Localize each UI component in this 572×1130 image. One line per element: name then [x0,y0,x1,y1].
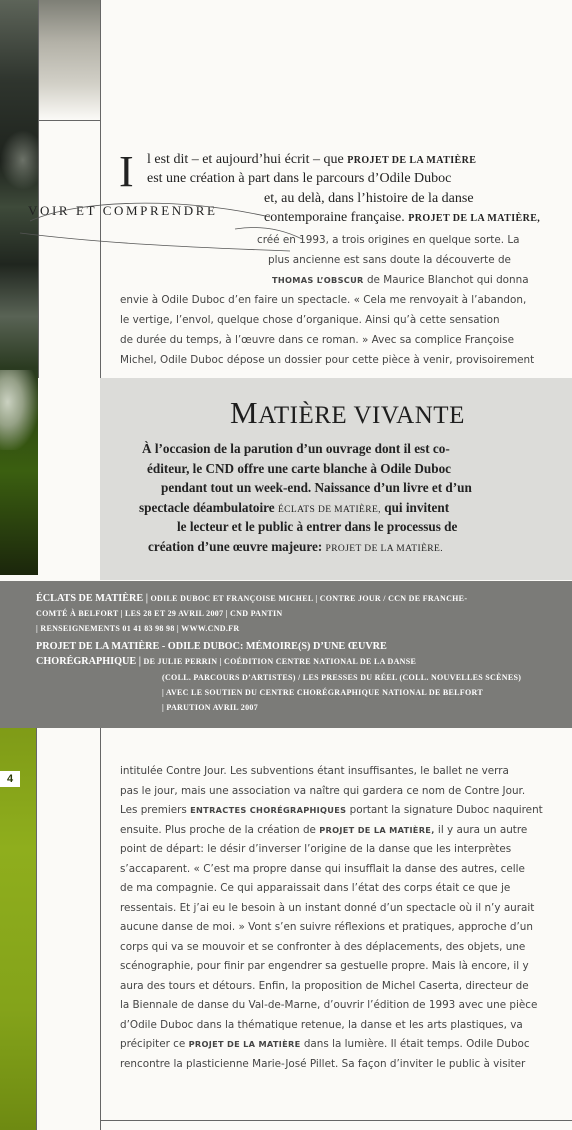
feature-lead-line [148,539,443,555]
body-line [120,902,534,914]
intro-line-pre: créé en 1993, a trois origines en quelque sorte. La [257,234,520,246]
body-line [120,960,529,972]
event-info-line-pre: ÉCLATS DE MATIÈRE | [36,593,151,604]
body-line [120,785,525,797]
body-line [120,765,509,777]
event-info-line [36,623,239,634]
left-photo-strip [0,0,38,575]
event-info-line-pre: PROJET DE LA MATIÈRE - ODILE DUBOC: MÉMOIRE(S) D’UNE ŒUVRE [36,641,387,652]
vertical-rule-left-bottom [36,728,37,1130]
body-line-pre: précipiter ce [120,1038,189,1050]
feature-lead-line-pre: éditeur, le CND offre une carte blanche à Odile Duboc [147,460,452,476]
intro-line-pre: Michel, Odile Duboc dépose un dossier pour cette pièce à venir, provisoirement [120,354,535,366]
feature-title-initial: M [230,395,259,430]
event-info-line-sc: DE JULIE PERRIN | COÉDITION CENTRE NATIONAL DE LA DANSE [143,657,417,666]
feature-lead-line [147,461,451,477]
section-label-text: VOIR ET COMPRENDRE [28,203,218,218]
body-line [120,824,527,836]
intro-line-sc: PROJET DE LA MATIÈRE [347,155,477,166]
intro-line-pre: l est dit – et aujourd’hui écrit – que [147,152,348,167]
vertical-rule-column [100,0,101,378]
intro-line-pre: le vertige, l’envol, quelque chose d’organique. Ainsi qu’à cette sensation [120,314,500,326]
intro-line [120,334,514,346]
section-label [28,203,218,219]
body-line-pre: aucune danse de moi. » Vont s’en suivre réflexions et pratiques, approche d’un [120,921,533,933]
body-line [120,999,537,1011]
event-info-line-sc: COMTÉ À BELFORT | LES 28 ET 29 AVRIL 2007 | CND PANTIN [36,609,283,618]
body-line [120,1019,523,1031]
top-photo-texture [38,0,100,120]
body-line-post: dans la lumière. Il était temps. Odile Duboc [300,1038,530,1050]
feature-lead-line [142,441,450,457]
intro-line-sc: THOMAS L’OBSCUR [272,275,364,285]
event-info-line-sc: | AVEC LE SOUTIEN DU CENTRE CHORÉGRAPHIQUE NATIONAL DE BELFORT [162,688,483,697]
body-line-sc: PROJET DE LA MATIÈRE, [319,824,435,835]
intro-line-pre: et, au delà, dans l’histoire de la danse [264,191,474,206]
intro-line [268,254,511,266]
body-line [120,921,533,933]
body-line-pre: ressentais. Et j’ai eu le besoin à un instant donné d’un spectacle où il n’y aurait [120,901,535,914]
vertical-rule-left [38,0,39,378]
body-line [120,882,510,894]
body-line [120,863,525,875]
intro-line [147,171,451,187]
intro-line-sc: PROJET DE LA MATIÈRE, [408,213,541,224]
body-line-pre: point de départ: le désir d’inverser l’origine de la danse que les interprètes [120,843,512,855]
intro-line-post: de Maurice Blanchot qui donna [363,274,529,286]
intro-line-pre: contemporaine française. [264,210,409,225]
intro-line-pre: de durée du temps, à l’œuvre dans ce roman. » Avec sa complice Françoise [120,334,514,346]
event-info-line [36,608,282,619]
body-line-pre: intitulée Contre Jour. Les subventions étant insuffisantes, le ballet ne verra [120,765,509,777]
feature-lead-line [139,500,449,516]
intro-line [272,274,529,286]
body-line [120,941,525,953]
intro-line-pre: plus ancienne est sans doute la découverte de [268,254,511,266]
feature-lead-line-pre: À l’occasion de la parution d’un ouvrage dont il est co- [142,441,450,456]
intro-line [264,210,540,226]
body-line-pre: aura des tours et détours. Enfin, la proposition de Michel Caserta, directeur de [120,979,529,992]
event-info-line [36,641,387,652]
feature-lead-line-pre: pendant tout un week-end. Naissance d’un livre et d’un [161,480,472,495]
intro-line-pre: est une création à part dans le parcours d’Odile Duboc [147,171,452,186]
body-line [120,843,511,855]
body-line-post: portant la signature Duboc naquirent [346,804,543,816]
event-info-line [162,672,521,683]
body-line-pre: scénographie, pour finir par engendrer sa gestuelle propre. Mais là encore, il y [120,960,529,972]
body-line-pre: ensuite. Plus proche de la création de [120,823,320,836]
event-info-line-pre: CHORÉGRAPHIQUE | [36,656,144,667]
body-line [120,1058,525,1070]
horizontal-rule-top [38,120,100,121]
intro-line [257,234,520,246]
body-line [120,980,529,992]
intro-line [120,294,526,306]
intro-line [147,152,476,168]
page-number: 4 [0,771,20,787]
event-info-line [36,656,416,667]
feature-lead-line [177,519,457,535]
body-line-pre: s’accaparent. « C’est ma propre danse qui insufflait la danse des autres, celle [120,862,525,875]
body-line-sc: ENTRACTES CHORÉGRAPHIQUES [190,805,347,815]
intro-line [120,354,534,366]
body-line-pre: d’Odile Duboc dans la thématique retenue, la danse et les arts plastiques, va [120,1018,523,1031]
event-info-line-sc: ODILE DUBOC ET FRANÇOISE MICHEL | CONTRE JOUR / CCN DE FRANCHE- [150,594,468,603]
feature-title [230,395,465,431]
event-info-line-sc: | RENSEIGNEMENTS 01 41 83 98 98 | WWW.CND.FR [36,624,240,633]
intro-line [264,191,474,207]
feature-lead-line-sc: ÉCLATS DE MATIÈRE, [277,504,381,515]
event-info-line [162,687,483,698]
body-line-pre: Les premiers [120,804,191,816]
vertical-rule-column-bottom [100,728,101,1130]
body-line-pre: corps qui va se mouvoir et se confronter à des déplacements, des objets, une [120,940,526,953]
horizontal-rule-bottom [100,1120,572,1121]
feature-lead-line-sc: PROJET DE LA MATIÈRE. [325,543,443,554]
feature-title-rest: ATIÈRE VIVANTE [258,402,465,429]
body-line-pre: la Biennale de danse du Val-de-Marne, d’ouvrir l’édition de 1993 avec une pièce [120,999,538,1011]
body-line-pre: rencontre la plasticienne Marie-José Pillet. Sa façon d’inviter le public à visiter [120,1057,526,1070]
intro-line-pre: envie à Odile Duboc d’en faire un spectacle. « Cela me renvoyait à l’abandon, [120,294,527,306]
body-line [120,1038,530,1050]
feature-lead-line-pre: création d’une œuvre majeure: [148,538,326,554]
body-line-post: il y aura un autre [434,823,528,836]
drop-cap: I [119,147,134,196]
intro-line [120,314,500,326]
body-line [120,804,543,816]
green-margin-strip [0,728,36,1130]
feature-lead-line-post: qui invitent [380,499,450,515]
body-line-sc: PROJET DE LA MATIÈRE [188,1039,301,1049]
event-info-line-sc: (COLL. PARCOURS D’ARTISTES) / LES PRESSES DU RÉEL (COLL. NOUVELLES SCÈNES) [162,673,522,682]
body-line-pre: pas le jour, mais une association va naître qui gardera ce nom de Contre Jour. [120,784,526,797]
feature-lead-line-pre: le lecteur et le public à entrer dans le processus de [177,519,458,534]
event-info-line [162,702,258,713]
flourish-ornament [20,199,320,259]
event-info-line [36,593,467,604]
event-info-line-sc: | PARUTION AVRIL 2007 [162,703,259,712]
body-line-pre: de ma compagnie. Ce qui apparaissait dans l’état des corps était ce que je [120,882,511,894]
feature-lead-line [161,480,472,496]
feature-lead-line-pre: spectacle déambulatoire [139,499,278,515]
